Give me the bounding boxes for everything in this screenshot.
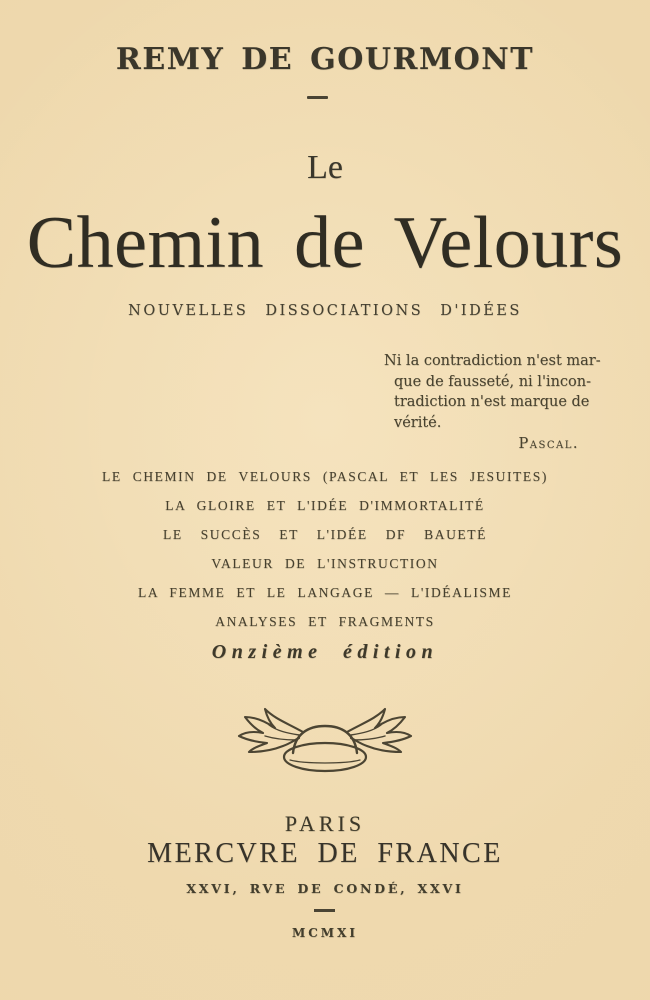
imprint-publisher: MERCVRE DE FRANCE [147,838,503,869]
author-name: REMY DE GOURMONT [115,42,535,77]
author-rule [307,96,328,99]
winged-hat-of-mercury-icon [235,698,415,778]
imprint-city: PARIS [284,811,366,836]
imprint-rule [314,909,335,912]
page-title: Chemin de Velours [26,202,624,284]
contents-item: ANALYSES ET FRAGMENTS [215,614,435,629]
contents-item: LA GLOIRE ET L'IDÉE D'IMMORTALITÉ [165,498,485,513]
contents-item: LE SUCCÈS ET L'IDÉE DF BAUETÉ [163,527,487,542]
epigraph-attribution: Pascal. [518,436,579,452]
epigraph-line: tradiction n'est marque de [394,394,590,410]
title-article: Le [307,149,343,186]
subtitle: NOUVELLES DISSOCIATIONS D'IDÉES [128,303,522,319]
contents-list [0,462,650,636]
contents-item: VALEUR DE L'INSTRUCTION [211,556,439,571]
epigraph [384,351,636,455]
contents-item: LE CHEMIN DE VELOURS (PASCAL ET LES JESUITES) [102,469,548,484]
edition-note: Onzième édition [211,641,439,663]
epigraph-line: que de fausseté, ni l'incon- [394,373,591,390]
imprint-year: MCMXI [291,926,359,940]
imprint-address: XXVI, RVE DE CONDÉ, XXVI [186,881,464,896]
epigraph-line: vérité. [394,414,442,431]
epigraph-line: Ni la contradiction n'est mar- [384,353,601,369]
contents-item: LA FEMME ET LE LANGAGE — L'IDÉALISME [137,585,512,600]
